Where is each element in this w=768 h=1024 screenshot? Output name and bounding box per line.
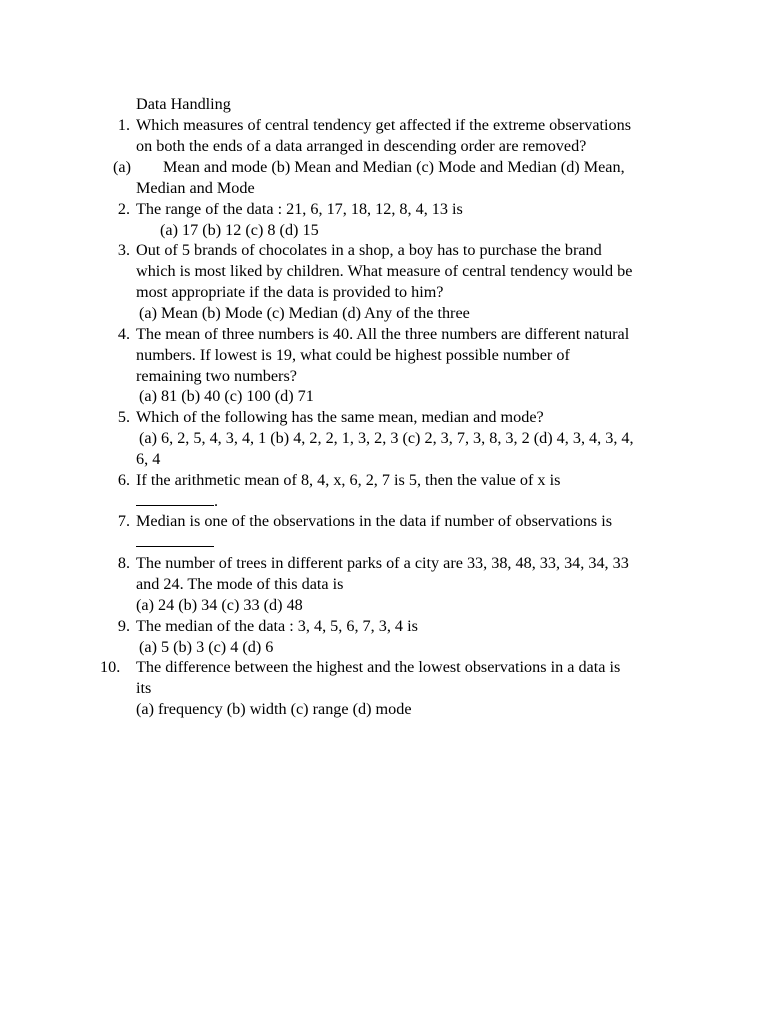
question-number: 8. bbox=[117, 554, 130, 572]
question-text: which is most liked by children. What measure of central tendency would be bbox=[136, 262, 633, 280]
option-label: (a) bbox=[113, 158, 131, 176]
question-options: Median and Mode bbox=[136, 179, 255, 197]
question-number: 7. bbox=[117, 512, 130, 530]
answer-blank-line bbox=[136, 491, 218, 511]
answer-blank-line bbox=[136, 532, 214, 552]
question-number: 9. bbox=[117, 617, 130, 635]
question-options: (a) Mean (b) Mode (c) Median (d) Any of the three bbox=[139, 304, 470, 322]
question-options: (a) frequency (b) width (c) range (d) mode bbox=[136, 700, 412, 718]
question-number: 1. bbox=[117, 116, 130, 134]
question-text: The difference between the highest and the lowest observations in a data is bbox=[136, 658, 621, 676]
question-text: on both the ends of a data arranged in descending order are removed? bbox=[136, 137, 587, 155]
question-text: The range of the data : 21, 6, 17, 18, 12, 8, 4, 13 is bbox=[136, 200, 463, 218]
question-number: 6. bbox=[117, 471, 130, 489]
question-text: most appropriate if the data is provided to him? bbox=[136, 283, 444, 301]
question-text: Out of 5 brands of chocolates in a shop, a boy has to purchase the brand bbox=[136, 241, 602, 259]
question-options: (a) 81 (b) 40 (c) 100 (d) 71 bbox=[139, 387, 314, 405]
question-options: (a) 5 (b) 3 (c) 4 (d) 6 bbox=[139, 638, 274, 656]
question-text: its bbox=[136, 679, 152, 697]
question-number: 3. bbox=[117, 241, 130, 259]
question-options: (a) 6, 2, 5, 4, 3, 4, 1 (b) 4, 2, 2, 1, 3, 2, 3 (c) 2, 3, 7, 3, 8, 3, 2 (d) 4, 3, 4, 3, 4, bbox=[139, 429, 634, 447]
question-text: and 24. The mode of this data is bbox=[136, 575, 344, 593]
question-text: The mean of three numbers is 40. All the three numbers are different natural bbox=[136, 325, 630, 343]
question-number: 4. bbox=[117, 325, 130, 343]
question-text: If the arithmetic mean of 8, 4, x, 6, 2, 7 is 5, then the value of x is bbox=[136, 471, 561, 489]
question-text: Median is one of the observations in the data if number of observations is bbox=[136, 512, 613, 530]
question-number: 2. bbox=[117, 200, 130, 218]
question-text: numbers. If lowest is 19, what could be highest possible number of bbox=[136, 346, 570, 364]
question-text: remaining two numbers? bbox=[136, 367, 297, 385]
document-title: Data Handling bbox=[136, 95, 231, 113]
blank-suffix: . bbox=[214, 492, 219, 510]
answer-blank bbox=[136, 491, 214, 506]
question-number: 10. bbox=[100, 658, 121, 676]
question-text: The number of trees in different parks of a city are 33, 38, 48, 33, 34, 34, 33 bbox=[136, 554, 629, 572]
question-number: 5. bbox=[117, 408, 130, 426]
question-options: 6, 4 bbox=[136, 450, 161, 468]
question-text: The median of the data : 3, 4, 5, 6, 7, 3, 4 is bbox=[136, 617, 418, 635]
answer-blank bbox=[136, 532, 214, 547]
question-text: Which measures of central tendency get affected if the extreme observations bbox=[136, 116, 631, 134]
question-text: Which of the following has the same mean, median and mode? bbox=[136, 408, 544, 426]
question-options: (a) 17 (b) 12 (c) 8 (d) 15 bbox=[160, 221, 319, 239]
question-options: Mean and mode (b) Mean and Median (c) Mode and Median (d) Mean, bbox=[163, 158, 625, 176]
question-options: (a) 24 (b) 34 (c) 33 (d) 48 bbox=[136, 596, 303, 614]
